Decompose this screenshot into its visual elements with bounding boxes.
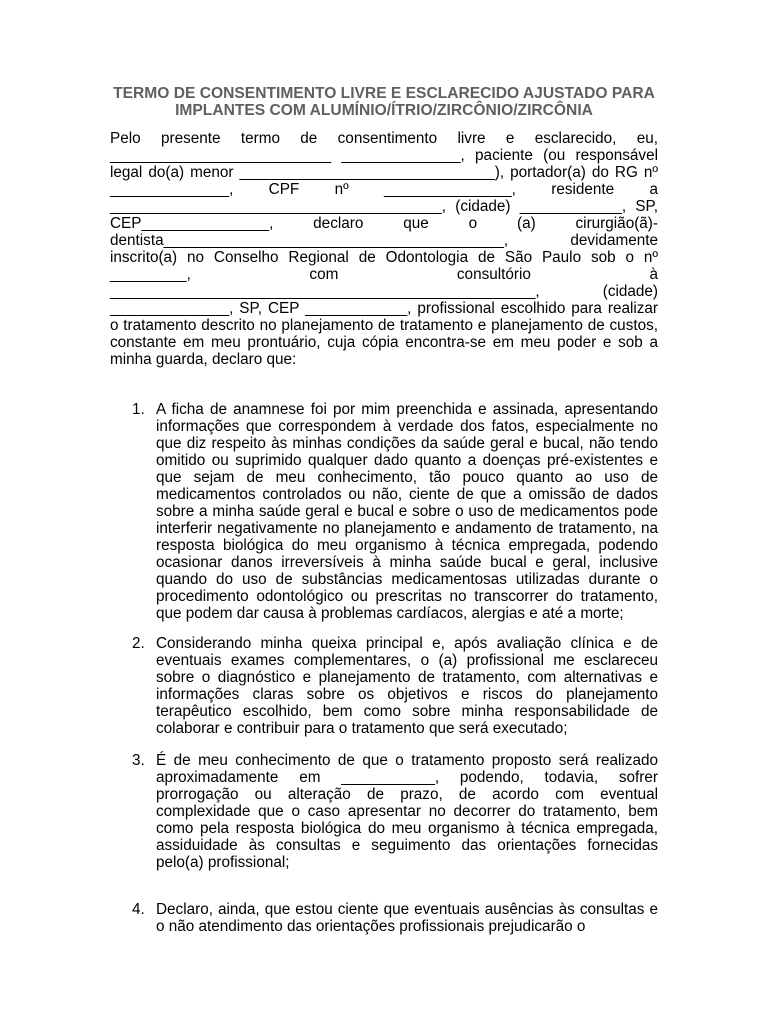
list-item-number: 1. bbox=[132, 401, 145, 418]
document-title: TERMO DE CONSENTIMENTO LIVRE E ESCLARECIDO AJUSTADO PARA IMPLANTES COM ALUMÍNIO/ÍTRIO/ZIRCÔNIO/ZIRCÔNIA bbox=[113, 85, 655, 119]
list-item-number: 4. bbox=[132, 901, 145, 918]
list-item bbox=[110, 635, 658, 737]
list-item-text: É de meu conhecimento de que o tratamento proposto será realizado aproximadamente em ___________, podendo, todavia, sofrer prorrogação ou alteração de prazo, de acordo com eventual complexidade que o caso apresentar no decorrer do tratamento, bem como pela resposta biológica do meu organismo à técnica empregada, assiduidade às consultas e seguimento das orientações fornecidas pelo(a) profissional; bbox=[156, 752, 658, 871]
list-item-number: 3. bbox=[132, 752, 145, 769]
list-item bbox=[110, 901, 658, 935]
intro-paragraph: Pelo presente termo de consentimento livre e esclarecido, eu, __________________________ ______________, paciente (ou responsável legal do(a) menor ______________________________), portador(a) do RG nº ______________, CPF nº _______________, residente a _______________________________________, (cidade) ____________, SP, CEP_______________, declaro que o (a) cirurgião(ã)-dentista________________________________________, devidamente inscrito(a) no Conselho Regional de Odontologia de São Paulo sob o nº _________, com consultório à __________________________________________________, (cidade) ______________, SP, CEP ____________, profissional escolhido para realizar o tratamento descrito no planejamento de tratamento e planejamento de custos, constante em meu prontuário, cuja cópia encontra-se em meu poder e sob a minha guarda, declaro que: bbox=[110, 130, 658, 368]
list-item bbox=[110, 752, 658, 871]
list-item bbox=[110, 401, 658, 622]
list-item-text: Considerando minha queixa principal e, após avaliação clínica e de eventuais exames complementares, o (a) profissional me esclareceu sobre o diagnóstico e planejamento de tratamento, com alternativas e informações claras sobre os objetivos e riscos do planejamento terapêutico escolhido, bem como sobre minha responsabilidade de colaborar e contribuir para o tratamento que será executado; bbox=[156, 635, 658, 737]
list-item-text: Declaro, ainda, que estou ciente que eventuais ausências às consultas e o não atendimento das orientações profissionais prejudicarão o bbox=[156, 901, 658, 935]
list-item-text: A ficha de anamnese foi por mim preenchida e assinada, apresentando informações que correspondem à verdade dos fatos, especialmente no que diz respeito às minhas condições da saúde geral e bucal, não tendo omitido ou suprimido qualquer dado quanto a doenças pré-existentes e que sejam de meu conhecimento, tão pouco quanto ao uso de medicamentos controlados ou não, ciente de que a omissão de dados sobre a minha saúde geral e bucal e sobre o uso de medicamentos pode interferir negativamente no planejamento e andamento de tratamento, na resposta biológica do meu organismo à técnica empregada, podendo ocasionar danos irreversíveis à minha saúde bucal e geral, inclusive quando do uso de substâncias medicamentosas utilizadas durante o procedimento odontológico ou prescritas no transcorrer do tratamento, que podem dar causa à problemas cardíacos, alergias e até a morte; bbox=[156, 401, 658, 622]
list-item-number: 2. bbox=[132, 635, 145, 652]
